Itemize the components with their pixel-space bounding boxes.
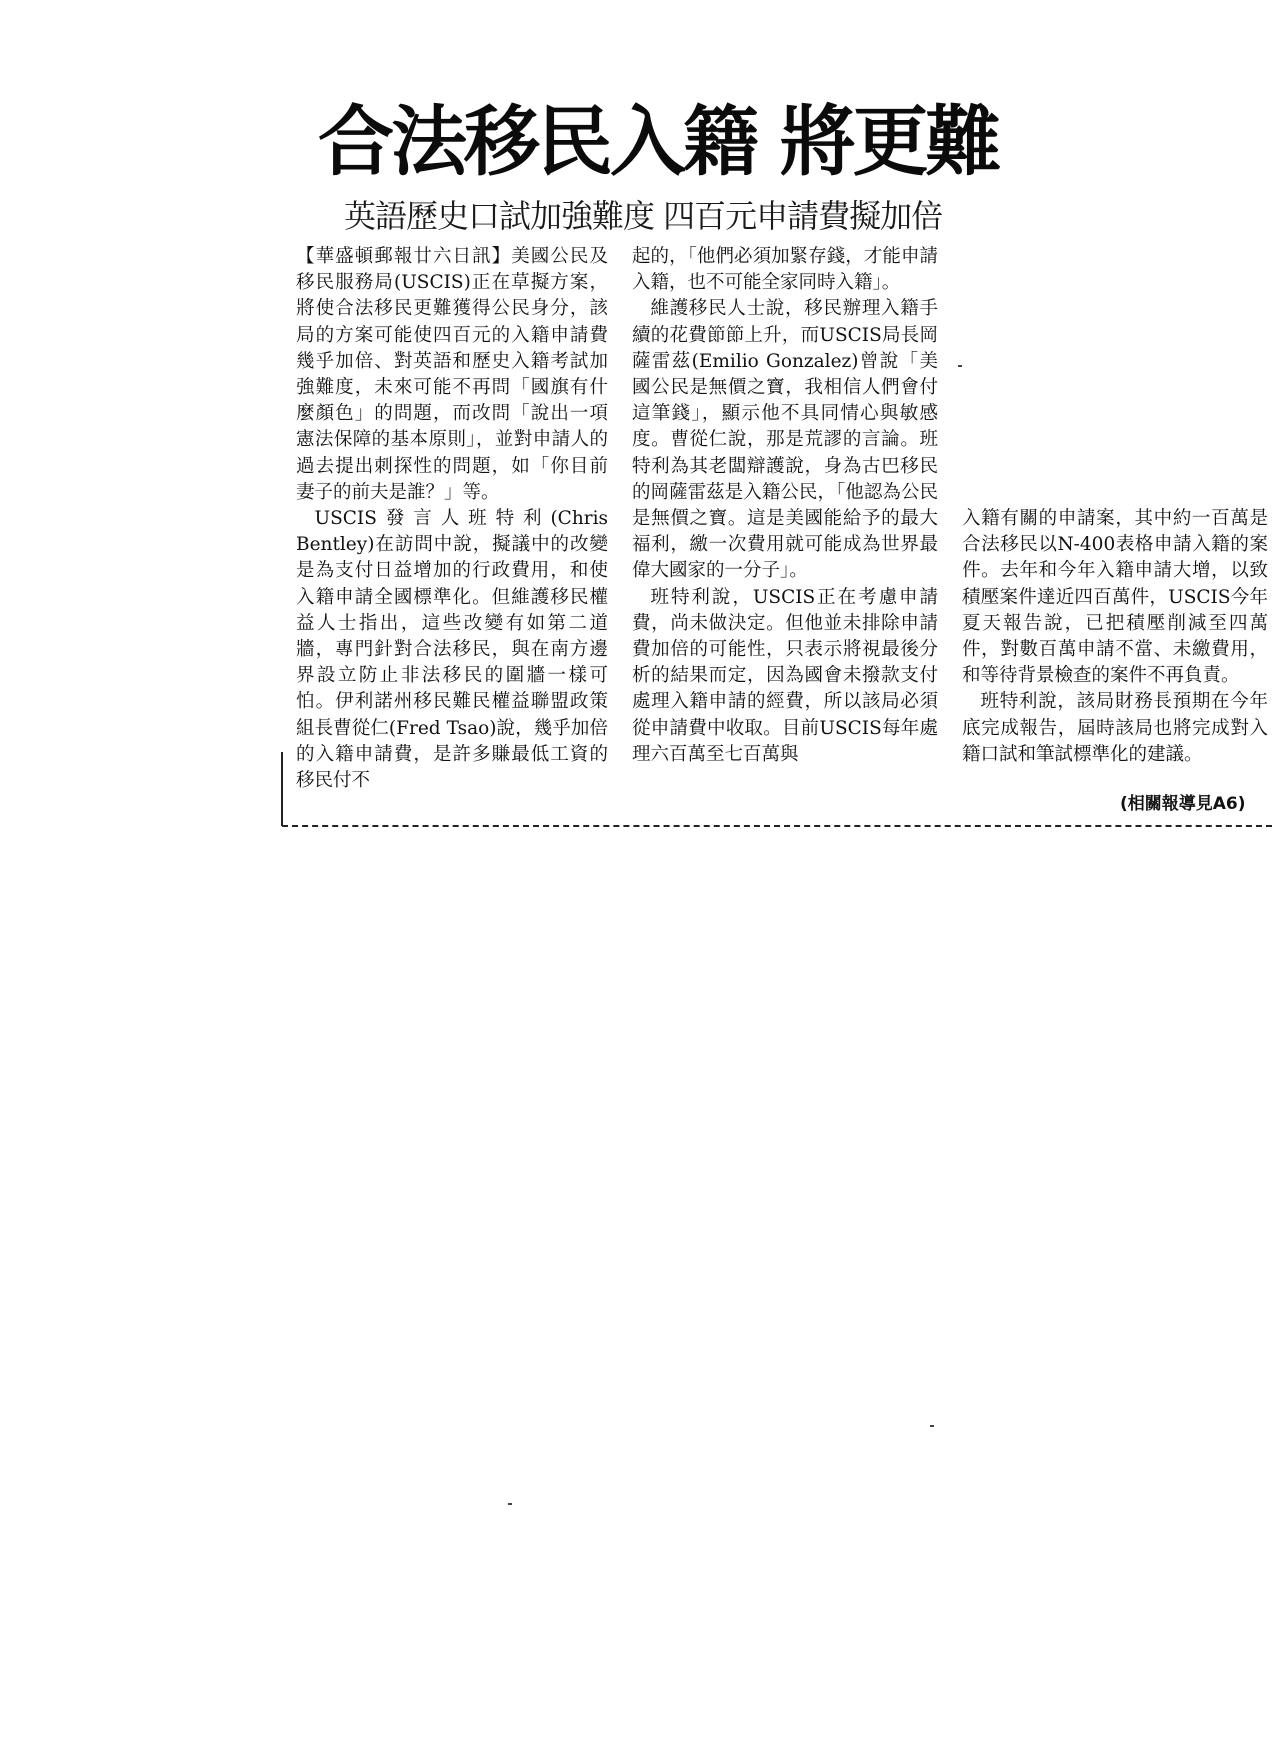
article-column-2 (632, 244, 938, 768)
clipping-bottom-edge (282, 825, 1272, 827)
paragraph: 維護移民人士說，移民辦理入籍手續的花費節節上升，而USCIS局長岡薩雷茲(Emilio Gonzalez)曾說「美國公民是無價之寶，我相信人們會付這筆錢」，顯示他不具同情心與敏感度。曹從仁說，那是荒謬的言論。班特利為其老闆辯護說，身為古巴移民的岡薩雷茲是入籍公民，「他認為公民是無價之寶。這是美國能給予的最大福利，繳一次費用就可能成為世界最偉大國家的一分子」。 (632, 298, 938, 582)
article-column-3 (962, 506, 1268, 768)
scan-speck (508, 1503, 512, 1505)
clipping-left-edge (281, 752, 283, 826)
paragraph: 起的，「他們必須加緊存錢，才能申請入籍，也不可能全家同時入籍」。 (632, 246, 938, 294)
scan-speck (930, 1425, 934, 1427)
related-report-note: (相關報導見A6) (1120, 794, 1246, 814)
article-column-1 (296, 244, 608, 794)
scan-speck (958, 365, 962, 367)
paragraph: 班特利說，USCIS正在考慮申請費，尚未做決定。但他並未排除申請費加倍的可能性，只表示將視最後分析的結果而定，因為國會未撥款支付處理入籍申請的經費，所以該局必須從申請費中收取。目前USCIS每年處理六百萬至七百萬與 (632, 586, 938, 765)
subheadline: 英語歷史口試加強難度 四百元申請費擬加倍 (344, 197, 943, 235)
paragraph: 入籍有關的申請案，其中約一百萬是合法移民以N-400表格申請入籍的案件。去年和今年入籍申請大增，以致積壓案件達近四百萬件，USCIS今年夏天報告說，已把積壓削減至四萬件，對數百萬申請不當、未繳費用，和等待背景檢查的案件不再負責。 (962, 508, 1268, 687)
paragraph: USCIS發言人班特利(Chris Bentley)在訪問中說，擬議中的改變是為支付日益增加的行政費用，和使入籍申請全國標準化。但維護移民權益人士指出，這些改變有如第二道牆，專門針對合法移民，與在南方邊界設立防止非法移民的圍牆一樣可怕。伊利諾州移民難民權益聯盟政策組長曹從仁(Fred Tsao)說，幾乎加倍的入籍申請費，是許多賺最低工資的移民付不 (296, 508, 608, 792)
paragraph: 【華盛頓郵報廿六日訊】美國公民及移民服務局(USCIS)正在草擬方案，將使合法移民更難獲得公民身分，該局的方案可能使四百元的入籍申請費幾乎加倍、對英語和歷史入籍考試加強難度，未來可能不再問「國旗有什麼顏色」的問題，而改問「說出一項憲法保障的基本原則」，並對申請人的過去提出刺探性的問題，如「你目前妻子的前夫是誰？」等。 (296, 246, 608, 503)
paragraph: 班特利說，該局財務長預期在今年底完成報告，屆時該局也將完成對入籍口試和筆試標準化的建議。 (962, 691, 1268, 765)
headline: 合法移民入籍 將更難 (318, 97, 999, 186)
